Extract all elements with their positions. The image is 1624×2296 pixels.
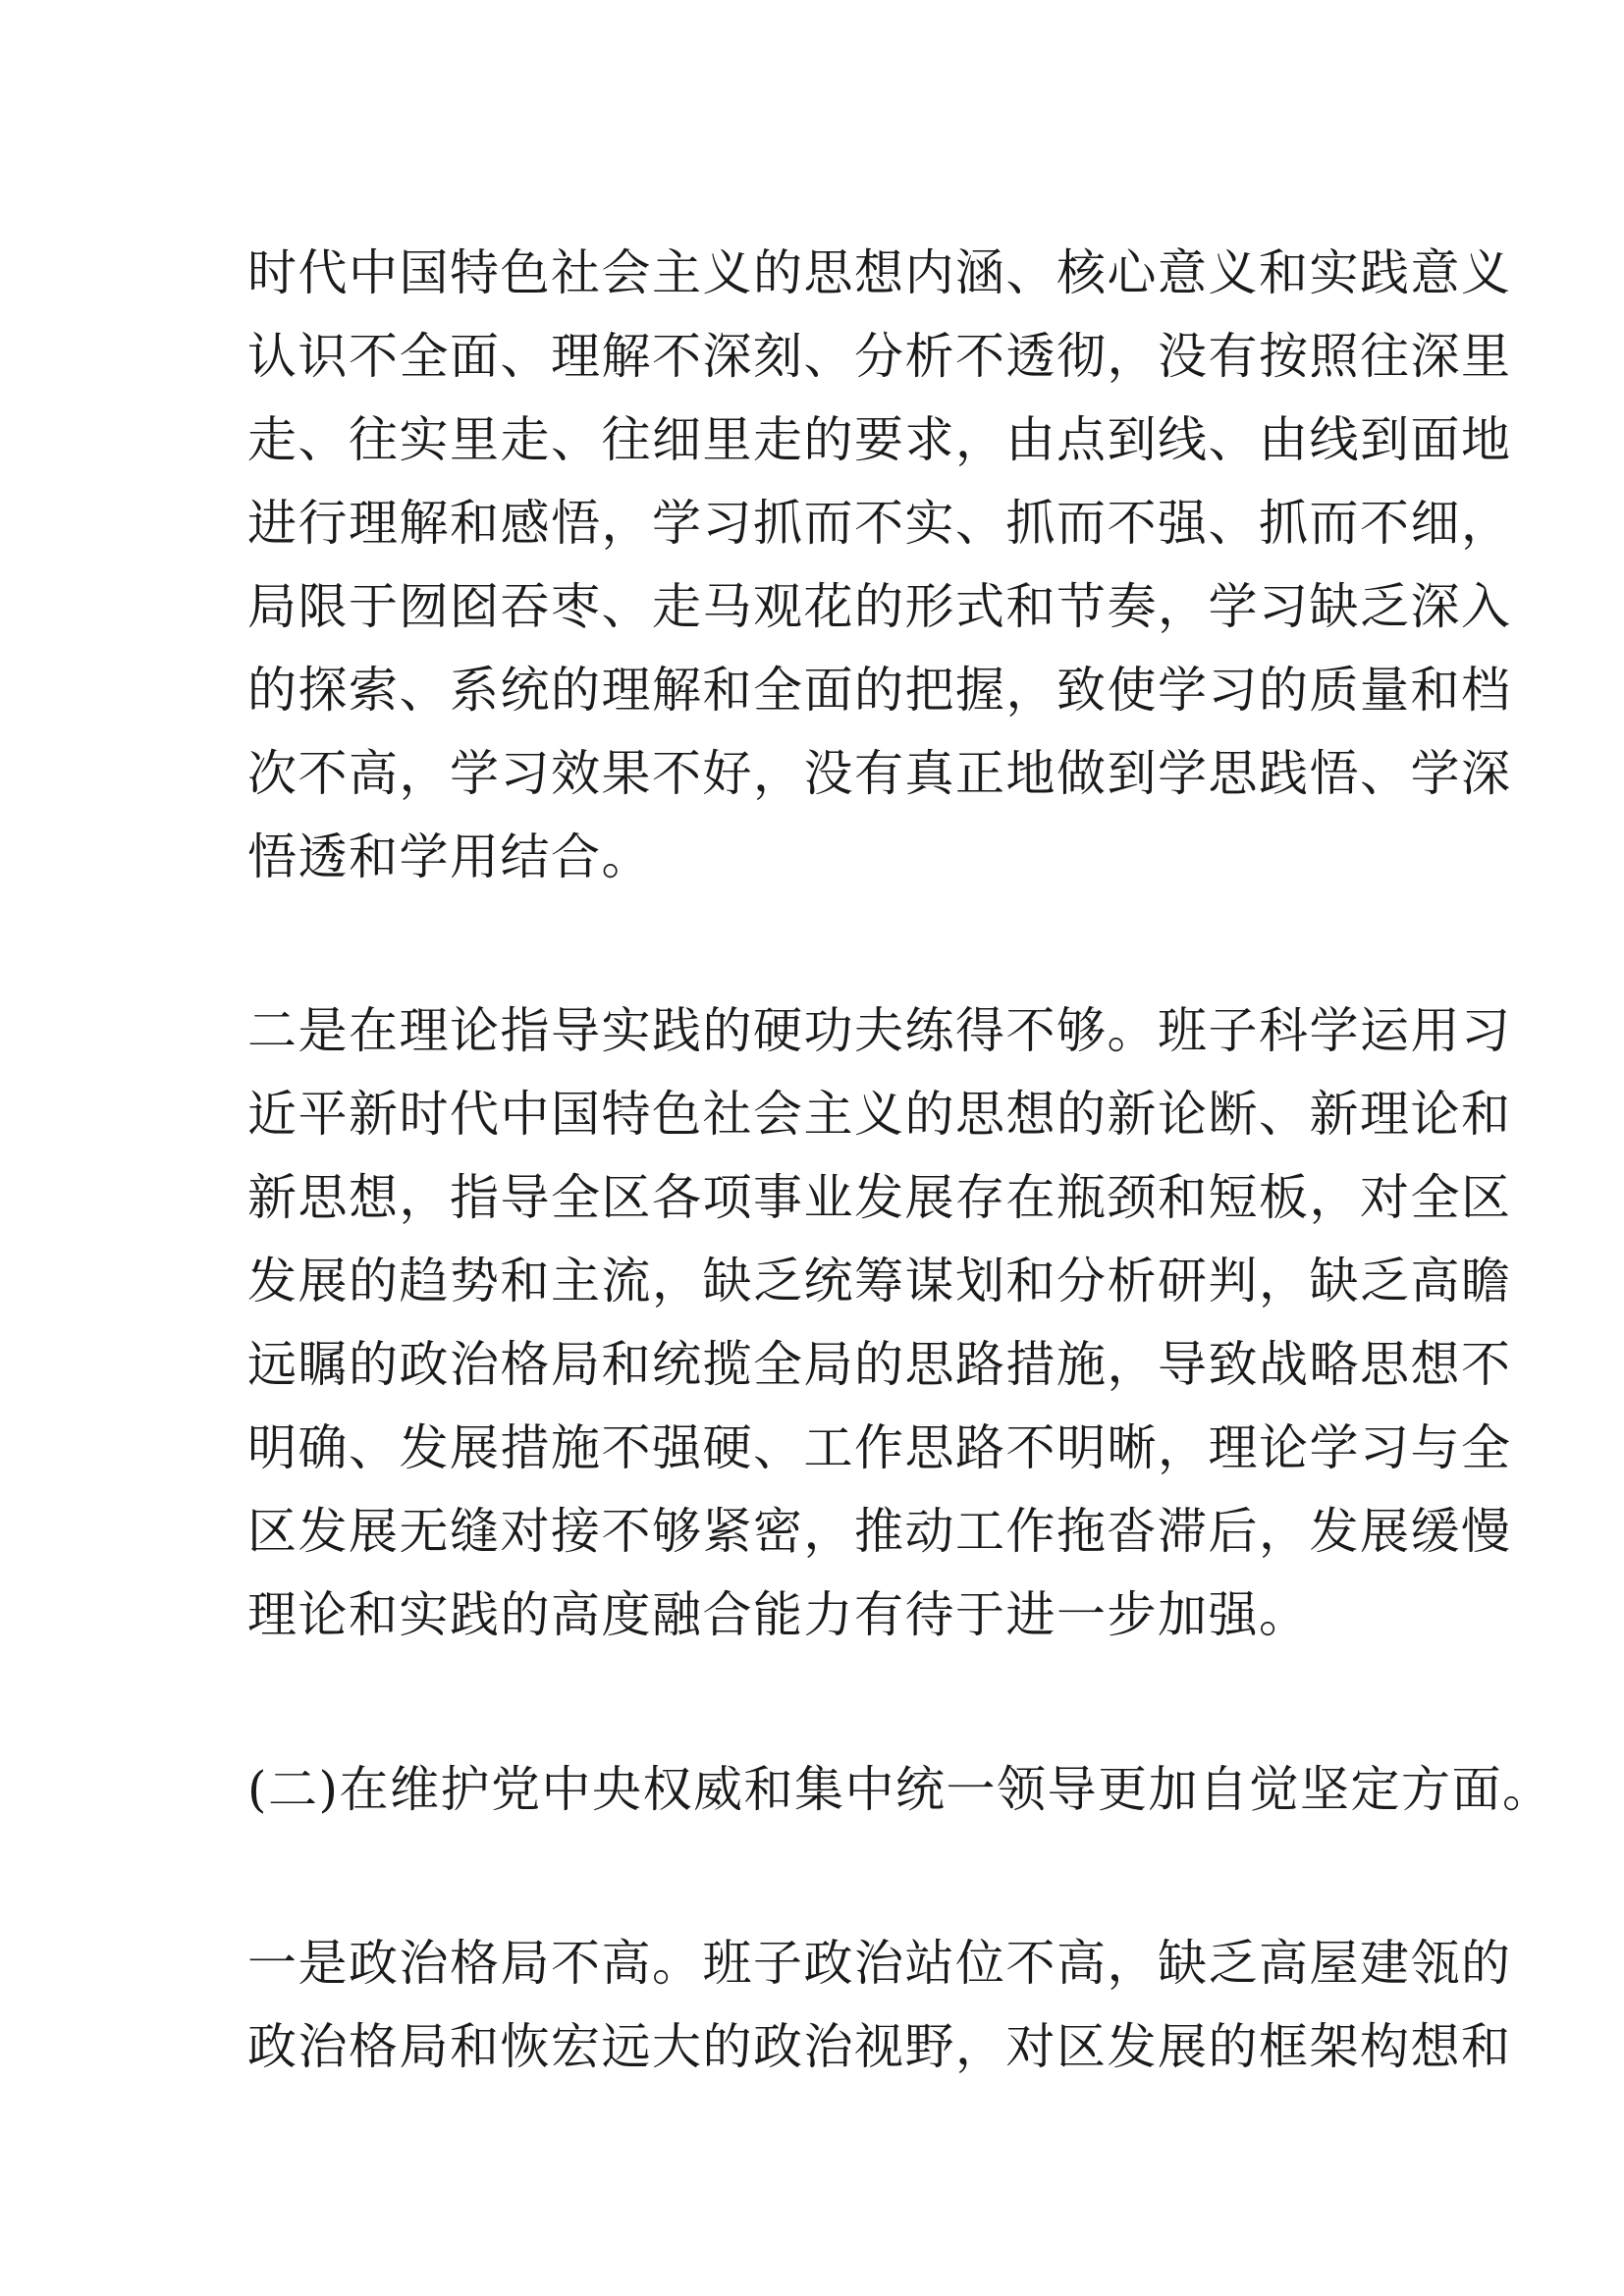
text-line: 明确、发展措施不强硬、工作思路不明晰，理论学习与全 xyxy=(247,1419,1512,1476)
text-line: 认识不全面、理解不深刻、分析不透彻，没有按照往深里 xyxy=(247,328,1512,385)
text-line: 的探索、系统的理解和全面的把握，致使学习的质量和档 xyxy=(247,662,1512,719)
text-line: 发展的趋势和主流，缺乏统筹谋划和分析研判，缺乏高瞻 xyxy=(247,1253,1512,1309)
text-line: 局限于囫囵吞枣、走马观花的形式和节奏，学习缺乏深入 xyxy=(247,578,1512,635)
text-line: 一是政治格局不高。班子政治站位不高，缺乏高屋建瓴的 xyxy=(247,1935,1512,1992)
text-line: 二是在理论指导实践的硬功夫练得不够。班子科学运用习 xyxy=(247,1002,1512,1059)
text-line: 远瞩的政治格局和统揽全局的思路措施，导致战略思想不 xyxy=(247,1336,1512,1393)
text-line: 时代中国特色社会主义的思想内涵、核心意义和实践意义 xyxy=(247,244,1512,301)
text-line: 悟透和学用结合。 xyxy=(247,828,652,885)
text-line: 走、往实里走、往细里走的要求，由点到线、由线到面地 xyxy=(247,411,1512,468)
text-line: 政治格局和恢宏远大的政治视野，对区发展的框架构想和 xyxy=(247,2018,1512,2075)
text-line: 区发展无缝对接不够紧密，推动工作拖沓滞后，发展缓慢 xyxy=(247,1503,1512,1560)
section-heading: (二)在维护党中央权威和集中统一领导更加自觉坚定方面。 xyxy=(247,1761,1553,1818)
text-line: 进行理解和感悟，学习抓而不实、抓而不强、抓而不细， xyxy=(247,495,1512,552)
text-line: 理论和实践的高度融合能力有待于进一步加强。 xyxy=(247,1586,1310,1643)
text-line: 近平新时代中国特色社会主义的思想的新论断、新理论和 xyxy=(247,1086,1512,1143)
text-line: 新思想，指导全区各项事业发展存在瓶颈和短板，对全区 xyxy=(247,1169,1512,1226)
text-line: 次不高，学习效果不好，没有真正地做到学思践悟、学深 xyxy=(247,745,1512,802)
